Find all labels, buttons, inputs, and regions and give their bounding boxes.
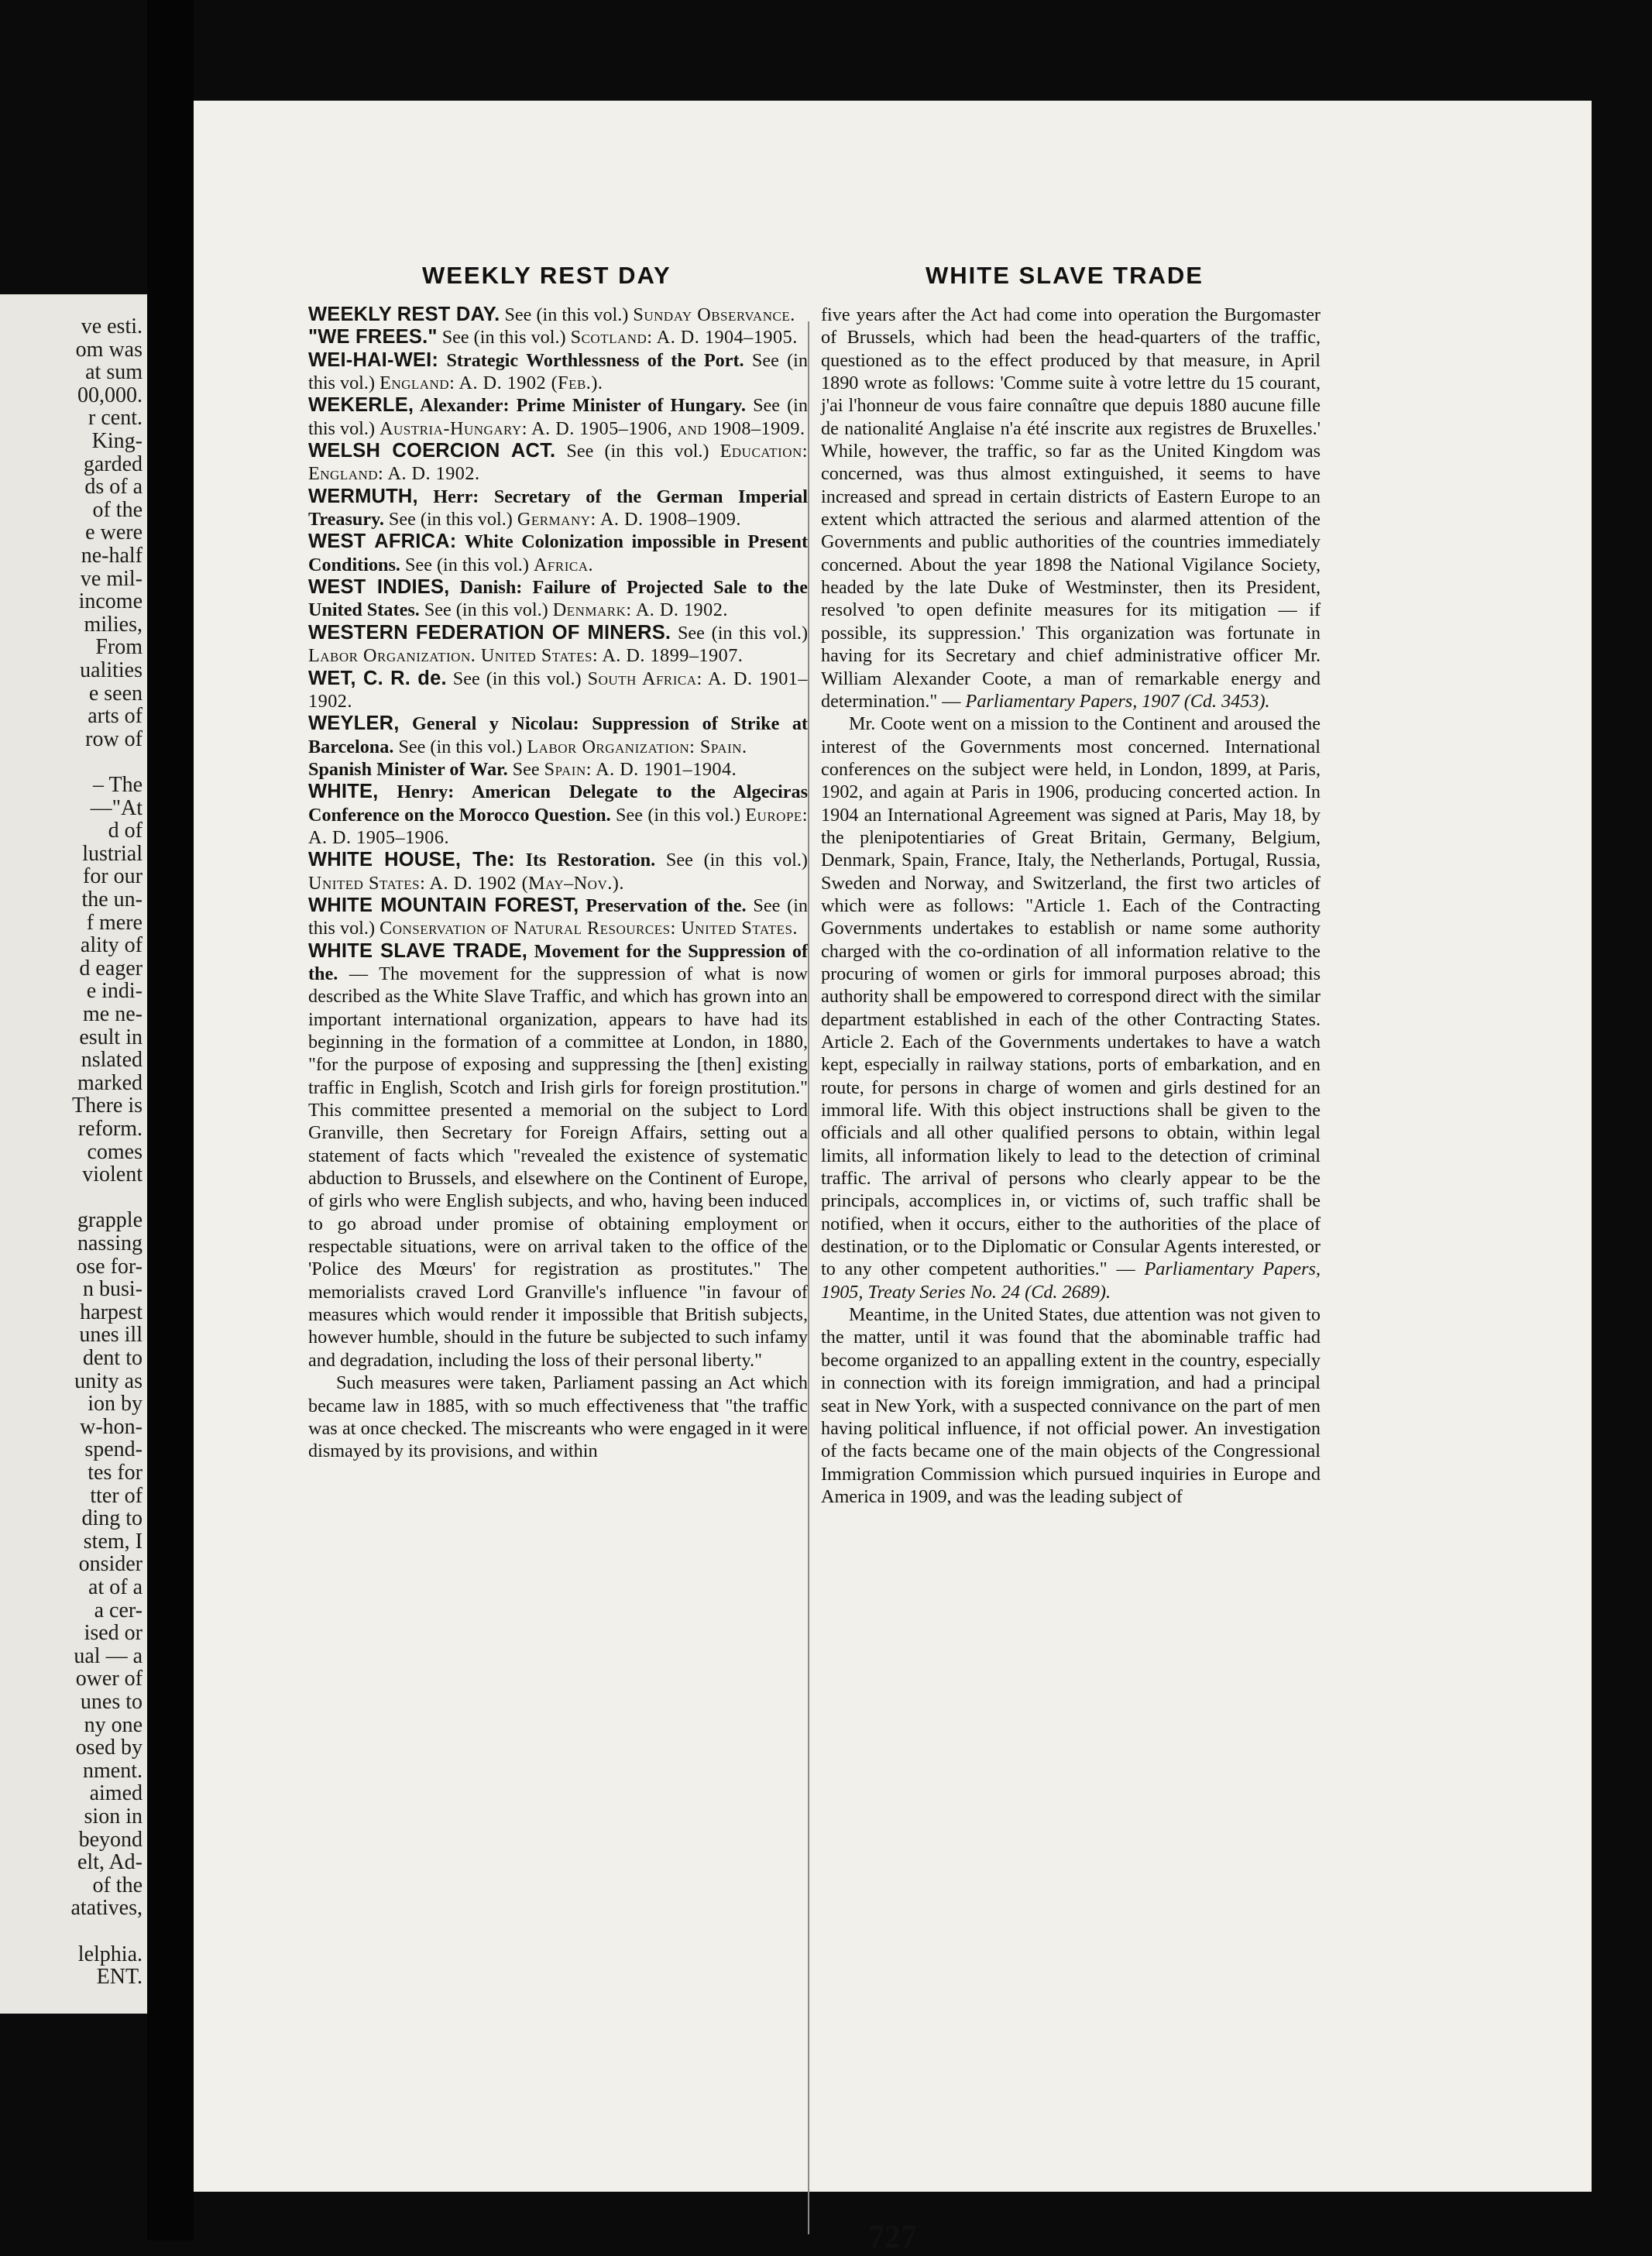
fragment-line: atatives, [70,1896,143,1921]
fragment-line: e indi- [86,979,143,1004]
fragment-line: lelphia. [77,1942,143,1966]
index-entry [308,394,808,440]
entry-subheading: Preservation of the. [579,895,747,916]
fragment-line: at of a [88,1575,143,1599]
fragment-line: lustrial [82,841,143,866]
entry-text: See (in this vol.) [308,349,808,394]
entry-reference: Denmark: A. D. 1902. [552,599,728,621]
entry-subheading: Spanish Minister of War. [308,758,508,780]
fragment-line: w-hon- [80,1414,143,1439]
entry-reference: Labor Organization. United States: A. D. 1899–1907. [308,645,744,667]
fragment-line: ality of [80,933,143,958]
entry-heading: WERMUTH, [308,485,418,507]
entry-text: See (in this vol.) [383,509,517,531]
fragment-line: ion by [88,1392,143,1416]
entry-heading: WET, C. R. de. [308,667,447,689]
fragment-line: r cent. [88,406,143,431]
index-entry [308,576,808,622]
entry-subheading: Movement for the Suppression of the. [308,940,808,984]
entry-heading: WEYLER, [308,713,400,735]
fragment-line: unes ill [79,1323,143,1348]
entry-subheading: Danish: Failure of Projected Sale to the United States. [308,577,808,621]
citation-2: Parliamentary Papers, 1905, Treaty Series No. 24 (Cd. 2689). [821,1258,1321,1303]
index-entries [308,304,808,940]
entry-text: See (in this vol.) [610,804,746,826]
entry-heading: WHITE, [308,781,379,803]
entry-text: See (in this vol.) [400,554,534,575]
right-column [821,304,1321,1508]
fragment-line: nslated [81,1048,143,1073]
fragment-line: – The [92,773,143,797]
index-entry [308,713,808,758]
entry-text: See (in this vol.) [437,327,571,349]
entry-heading: WELSH COERCION ACT. [308,440,556,462]
fragment-line: d of [108,819,143,843]
right-paragraph-1 [821,304,1321,713]
fragment-line: d eager [79,956,143,980]
entry-text: See (in this vol.) [308,395,808,439]
fragment-line: onsider [78,1552,143,1577]
entry-reference: Africa. [533,554,594,575]
fragment-line: n busi- [83,1277,143,1302]
index-entry [308,440,808,486]
entry-text: See [507,758,544,780]
entry-text: See (in this vol.) [308,895,809,939]
right-paragraph-2-text: Mr. Coote went on a mission to the Continent and aroused the interest of the Governments most concerned. International conferences on the subject were held, in London, 1899, at Paris, 1902, and again at Paris in 1906, producing concerted action. In 1904 an International Agreement was signed at Paris, May 18, by the plenipotentiaries of Great Britain, Germany, Belgium, Denmark, Spain, France, Italy, the Netherlands, Portugal, Russia, Sweden and Norway, and Switzerland, the first two articles of which were as follows: "Article 1. Each of the Contracting Governments undertakes to establish or name some authority charged with the co-ordination of all information relative to the procuring of women or girls for immoral purposes abroad; this authority shall be empowered to correspond direct with the similar department established in each of the other Contracting States. Article 2. Each of the Governments undertakes to have a watch kept, especially in railway stations, ports of embarkation, and en route, for persons in charge of women and girls destined for an immoral life. With this object instructions shall be given to the officials and all other qualified persons to obtain, within legal limits, all information likely to lead to the detection of criminal traffic. The arrival of persons who clearly appear to be the principals, accomplices in, or victims of, such traffic shall be notified, when it occurs, either to the authorities of the place of destination, or to the Diplomatic or Consular Agents interested, or to any other competent authorities." — [821,713,1321,1280]
fragment-line: reform. [77,1117,143,1141]
fragment-line: ose for- [76,1254,143,1279]
fragment-line: the un- [81,888,143,912]
fragment-line: e were [85,520,143,545]
index-entry [308,326,808,349]
fragment-line: 00,000. [77,383,143,407]
entry-subheading: Alexander: Prime Minister of Hungary. [414,395,746,417]
entry-reference: Scotland: A. D. 1904–1905. [570,327,798,349]
fragment-line: of the [92,497,143,522]
fragment-line: From [95,635,143,660]
entry-heading: WESTERN FEDERATION OF MINERS. [308,621,671,644]
fragment-line: garded [83,452,143,476]
entry-heading: WEEKLY REST DAY. [308,304,500,325]
fragment-line: esult in [79,1025,143,1049]
fragment-line: beyond [78,1827,143,1852]
fragment-line: for our [83,864,143,889]
entry-reference: Sunday Observance. [633,304,795,325]
fragment-line: ding to [81,1506,143,1531]
entry-heading: WEI-HAI-WEI: [308,349,439,371]
citation-1: Parliamentary Papers, 1907 (Cd. 3453). [960,690,1270,712]
entry-reference: England: A. D. 1902 (Feb.). [380,373,603,394]
entry-reference: Germany: A. D. 1908–1909. [517,509,741,531]
entry-subheading: White Colonization impossible in Present Conditions. [308,531,809,575]
fragment-line: f mere [86,910,143,935]
fragment-line: a cer- [94,1598,143,1622]
fragment-line: ds of a [84,475,143,500]
fragment-line: tter of [90,1483,143,1508]
entry-heading: WEST AFRICA: [308,531,457,553]
fragment-line: marked [77,1070,143,1095]
fragment-line: arts of [88,704,143,729]
fragment-line: sion in [84,1804,143,1828]
entry-heading: WHITE MOUNTAIN FOREST, [308,894,579,916]
fragment-line: comes [87,1139,143,1164]
entry-reference: Spain: A. D. 1901–1904. [544,758,737,780]
index-entry [308,849,808,895]
entry-heading: WEKERLE, [308,394,414,417]
fragment-line: nment. [83,1758,143,1783]
book-gutter [147,0,194,2241]
fragment-line: ENT. [96,1965,143,1990]
right-paragraph-3: Meantime, in the United States, due attention was not given to the matter, until it was found that the abominable traffic had become organized to an appalling extent in the country, especially in connection with its foreign immigration, and had a principal seat in New York, with a suspected connivance on the part of men having political influence, if not official power. An investigation of the facts became one of the main objects of the Congressional Immigration Commission which pursued inquiries in Europe and America in 1909, and was the leading subject of [821,1304,1321,1507]
fragment-line: osed by [75,1736,143,1760]
fragment-line: unity as [74,1368,143,1393]
fragment-line: me ne- [83,1002,143,1026]
fragment-line: dent to [83,1346,143,1370]
fragment-line: grapple [77,1208,143,1233]
entry-reference: Austria-Hungary: A. D. 1905–1906, and 1908–1909. [380,417,805,439]
entry-subheading: Its Restoration. [514,850,656,871]
fragment-line: ve esti. [81,314,143,338]
entry-subheading: General y Nicolau: Suppression of Strike at Barcelona. [308,713,808,757]
fragment-line: at sum [85,360,143,385]
entry-reference: South Africa: A. D. 1901–1902. [308,668,808,712]
fragment-line: row of [85,726,143,751]
fragment-line: ny one [84,1712,143,1737]
page-number: 727 [868,2220,917,2255]
entry-reference: United States: A. D. 1902 (May–Nov.). [308,872,624,894]
fragment-line: ve mil- [80,566,143,591]
index-entry [308,781,808,849]
entry-subheading: Strategic Worthlessness of the Port. [438,349,744,371]
fragment-line: ne-half [81,544,143,568]
running-head-left: WEEKLY REST DAY [422,262,671,289]
index-entry [308,895,808,940]
fragment-line: unes to [80,1690,143,1714]
index-entry [308,349,808,395]
fragment-line: spend- [84,1437,143,1462]
running-head-right: WHITE SLAVE TRADE [926,262,1204,289]
entry-text: See (in this vol.) [419,599,553,621]
fragment-line: nassing [77,1231,143,1255]
entry-reference: Europe: A. D. 1905–1906. [308,804,809,848]
fragment-line: aimed [89,1781,143,1806]
fragment-line: milies, [84,612,143,637]
index-entry [308,486,808,531]
right-paragraph-2 [821,713,1321,1303]
entry-text: See (in this vol.) [655,850,808,871]
entry-heading: "WE FREES." [308,326,438,349]
fragment-line: harpest [80,1300,143,1324]
fragment-line: King- [91,429,143,453]
book-page [194,101,1592,2255]
entry-subheading: Henry: American Delegate to the Algeciras Conference on the Morocco Question. [308,781,808,826]
index-entry [308,758,808,781]
entry-heading: WEST INDIES, [308,576,450,599]
fragment-line: ual — a [74,1643,143,1668]
entry-text: See (in this vol.) [671,622,808,644]
index-entry [308,531,808,576]
entry-heading: WHITE HOUSE, The: [308,849,515,871]
main-entry-paragraph-2: Such measures were taken, Parliament passing an Act which became law in 1885, with so much effectiveness that "the traffic was at once checked. The miscreants who were engaged in it were dismayed by its provisions, and within [308,1372,808,1462]
fragment-line: tes for [88,1461,143,1485]
entry-reference: Education: England: A. D. 1902. [308,441,808,485]
main-entry [308,940,808,1372]
index-entry [308,622,808,668]
entry-reference: Conservation of Natural Resources: United States. [380,918,798,939]
fragment-line: —"At [90,795,143,820]
fragment-line: ower of [75,1667,143,1691]
entry-subheading: Herr: Secretary of the German Imperial Treasury. [308,486,808,531]
fragment-line: of the [92,1873,143,1897]
entry-text: See (in this vol.) [555,441,720,462]
entry-text: See (in this vol.) [500,304,634,325]
fragment-line: There is [72,1094,143,1118]
entry-text: — The movement for the suppression of what is now described as the White Slave Traffic, and which has grown into an important international organization, appears to have had its beginning in the formation of a committee at London, in 1880, "for the purpose of exposing and suppressing the [then] existing traffic in English, Scotch and Irish girls for foreign prostitution." This committee presented a memorial on the subject to Lord Granville, then Secretary for Foreign Affairs, setting out a statement of facts which "revealed the existence of systematic abduction to Brussels, and elsewhere on the Continent of Europe, of girls who were English subjects, and who, having been induced to go abroad under promise of obtaining employment or respectable situations, were on arrival taken to the office of the 'Police des Mœurs' for registration as prostitutes." The memorialists craved Lord Granville's influence "in favour of measures which would render it impossible that British subjects, however humble, should in the future be subjected to such infamy and degradation, including the loss of their personal liberty." [308,963,808,1371]
right-paragraph-1-text: five years after the Act had come into operation the Burgomaster of Brussels, which had been the head-quarters of the traffic, questioned as to the effect produced by that measure, in April 1890 wrote as follows: 'Comme suite à votre lettre du 15 courant, j'ai l'honneur de vous faire connaître que depuis 1880 aucune fille de nationalité Anglaise n'a été inscrite aux registres de Bruxelles.' While, however, the traffic, so far as the United Kingdom was concerned, was thus almost extinguished, it seems to have increased and spread in certain districts of Eastern Europe to an extent which attracted the serious and alarmed attention of the Governments and public authorities of the countries immediately concerned. About the year 1898 the National Vigilance Society, headed by the late Duke of Westminster, then its President, resolved 'to open definite measures for its mitigation — if possible, its suppression.' This organization was fortunate in having for its Secretary and chief administrative officer Mr. William Alexander Coote, a man of remarkable energy and determination." — [821,304,1321,712]
fragment-line: stem, I [83,1529,143,1554]
entry-text: See (in this vol.) [393,736,527,757]
fragment-line: e seen [88,681,143,706]
fragment-line: elt, Ad- [77,1850,143,1875]
facing-page-fragment [0,294,147,2014]
entry-heading: WHITE SLAVE TRADE, [308,939,528,962]
fragment-line: violent [82,1162,143,1187]
fragment-line: income [78,589,143,614]
entry-text: See (in this vol.) [446,668,588,689]
index-entry [308,304,808,326]
entry-reference: Labor Organization: Spain. [527,736,747,757]
fragment-line: ualities [80,658,143,682]
fragment-line: ised or [84,1621,143,1646]
column-divider [808,321,809,2234]
left-column [308,304,808,1463]
fragment-line: om was [75,337,143,362]
index-entry [308,668,808,713]
